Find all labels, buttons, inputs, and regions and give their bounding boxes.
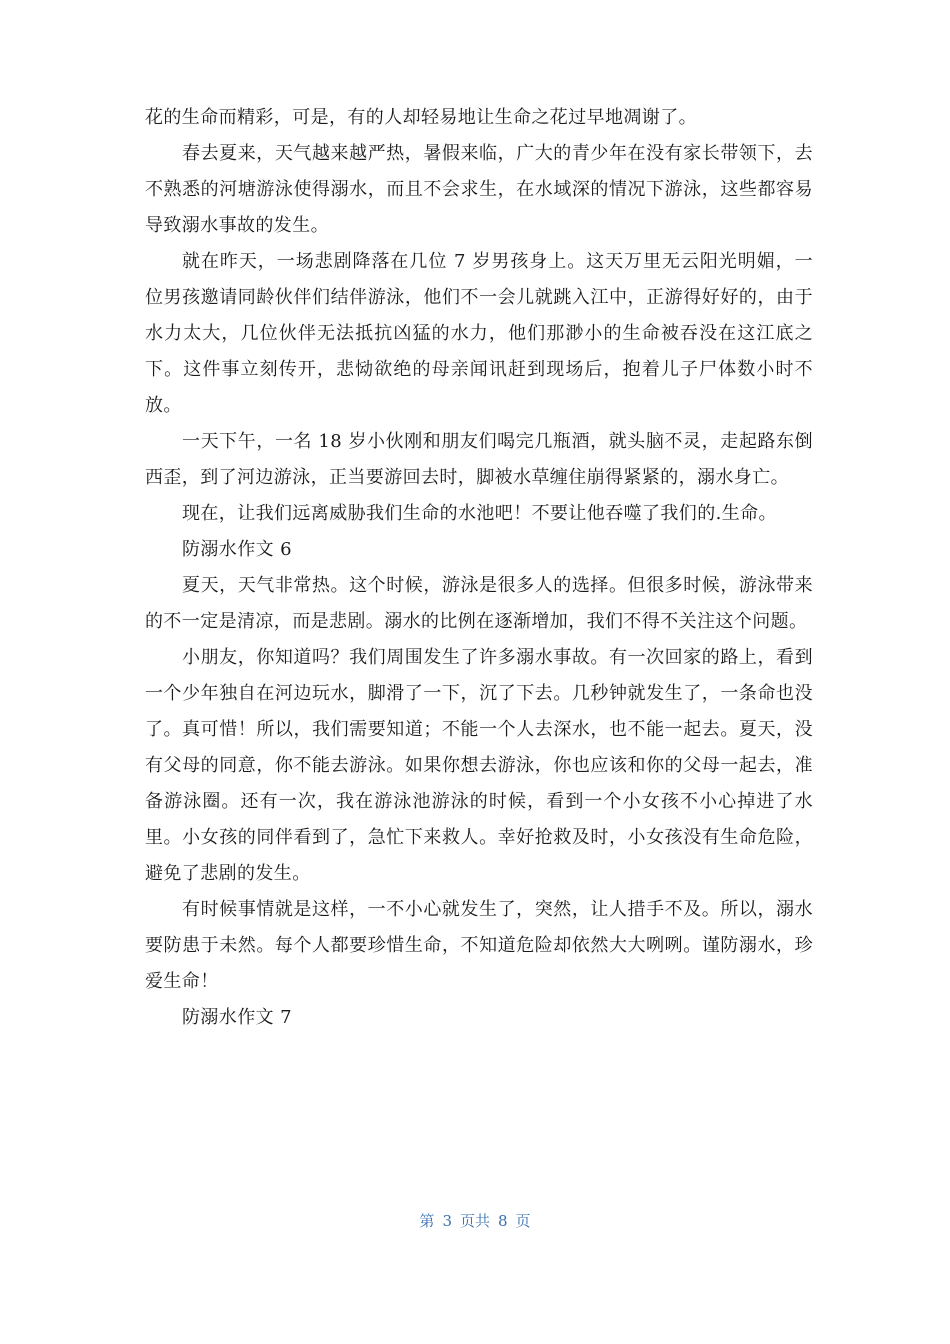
paragraph: 现在，让我们远离威胁我们生命的水池吧！不要让他吞噬了我们的.生命。: [182, 503, 777, 524]
paragraph: 夏天，天气非常热。这个时候，游泳是很多人的选择。但很多时候，游泳带来的不一定是清凉，而是悲剧。溺水的比例在逐渐增加，我们不得不关注这个问题。: [145, 575, 813, 632]
paragraph: 一天下午，一名 18 岁小伙刚和朋友们喝完几瓶酒，就头脑不灵，走起路东倒西歪，到了河边游泳，正当要游回去时，脚被水草缠住崩得紧紧的，溺水身亡。: [145, 431, 813, 488]
paragraph: 春去夏来，天气越来越严热，暑假来临，广大的青少年在没有家长带领下，去不熟悉的河塘游泳使得溺水，而且不会求生，在水域深的情况下游泳，这些都容易导致溺水事故的发生。: [145, 143, 813, 236]
paragraph: 小朋友，你知道吗？我们周围发生了许多溺水事故。有一次回家的路上，看到一个少年独自在河边玩水，脚滑了一下，沉了下去。几秒钟就发生了，一条命也没了。真可惜！所以，我们需要知道；不能一个人去深水，也不能一起去。夏天，没有父母的同意，你不能去游泳。如果你想去游泳，你也应该和你的父母一起去，准备游泳圈。还有一次，我在游泳池游泳的时候，看到一个小女孩不小心掉进了水里。小女孩的同伴看到了，急忙下来救人。幸好抢救及时，小女孩没有生命危险，避免了悲剧的发生。: [145, 647, 813, 884]
document-body: [145, 100, 813, 1036]
paragraph: 有时候事情就是这样，一不小心就发生了，突然，让人措手不及。所以，溺水要防患于未然。每个人都要珍惜生命，不知道危险却依然大大咧咧。谨防溺水，珍爱生命！: [145, 899, 813, 992]
of-label: 页共: [459, 1212, 490, 1230]
paragraph: 花的生命而精彩，可是，有的人却轻易地让生命之花过早地凋谢了。: [145, 107, 697, 128]
total-pages-number: 8: [498, 1212, 508, 1230]
paragraph: 就在昨天，一场悲剧降落在几位 7 岁男孩身上。这天万里无云阳光明媚，一位男孩邀请同龄伙伴们结伴游泳，他们不一会儿就跳入江中，正游得好好的，由于水力太大，几位伙伴无法抵抗凶猛的水力，他们那渺小的生命被吞没在这江底之下。这件事立刻传开，悲恸欲绝的母亲闻讯赶到现场后，抱着儿子尸体数小时不放。: [145, 251, 813, 416]
current-page-number: 3: [442, 1212, 452, 1230]
page-footer: [0, 1210, 950, 1231]
end-label: 页: [515, 1212, 531, 1230]
page-label: 第: [419, 1212, 435, 1230]
section-heading: 防溺水作文 7: [182, 1007, 292, 1028]
section-heading: 防溺水作文 6: [182, 539, 292, 560]
